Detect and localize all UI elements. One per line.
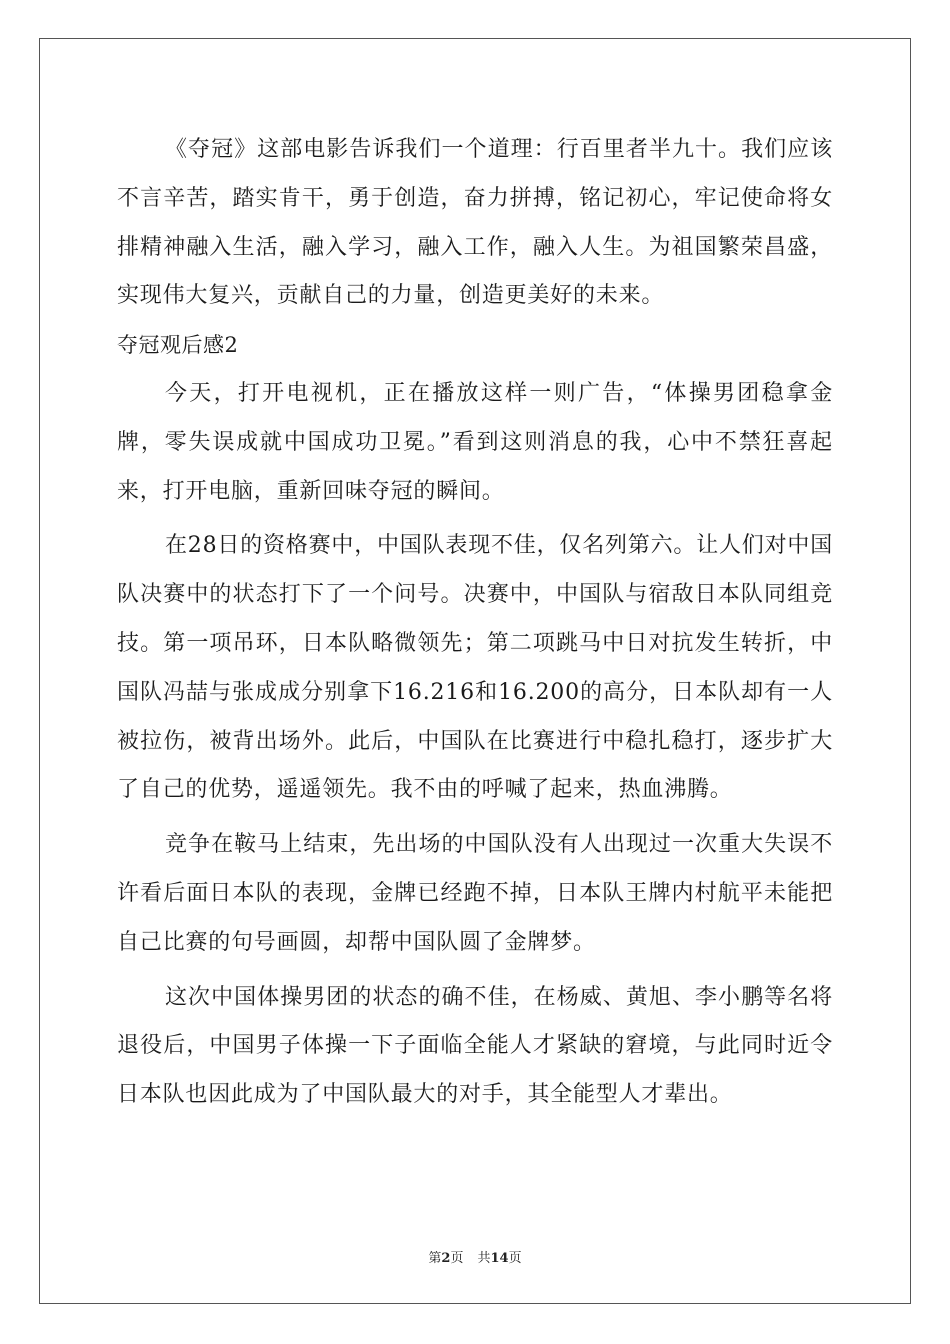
total-page-count: 14	[490, 1251, 509, 1266]
page-footer	[0, 1247, 950, 1266]
total-suffix: 页	[508, 1251, 522, 1266]
paragraph: 竞争在鞍马上结束，先出场的中国队没有人出现过一次重大失误不许看后面日本队的表现，金牌已经跑不掉，日本队王牌内村航平未能把自己比赛的句号画圆，却帮中国队圆了金牌梦。	[117, 832, 833, 955]
paragraph: 《夺冠》这部电影告诉我们一个道理：行百里者半九十。我们应该不言辛苦，踏实肯干，勇于创造，奋力拼搏，铭记初心，牢记使命将女排精神融入生活，融入学习，融入工作，融入人生。为祖国繁荣昌盛，实现伟大复兴，贡献自己的力量，创造更美好的未来。	[117, 137, 833, 309]
page-prefix: 第	[428, 1251, 442, 1266]
current-page-number: 2	[441, 1251, 451, 1266]
paragraph: 在28日的资格赛中，中国队表现不佳，仅名列第六。让人们对中国队决赛中的状态打下了一个问号。决赛中，中国队与宿敌日本队同组竞技。第一项吊环，日本队略微领先；第二项跳马中日对抗发生转折，中国队冯喆与张成成分别拿下16.216和16.200的高分，日本队却有一人被拉伤，被背出场外。此后，中国队在比赛进行中稳扎稳打，逐步扩大了自己的优势，遥遥领先。我不由的呼喊了起来，热血沸腾。	[117, 533, 833, 803]
paragraph: 这次中国体操男团的状态的确不佳，在杨威、黄旭、李小鹏等名将退役后，中国男子体操一下子面临全能人才紧缺的窘境，与此同时近令日本队也因此成为了中国队最大的对手，其全能型人才辈出。	[117, 984, 833, 1108]
section-heading: 夺冠观后感2	[117, 333, 239, 358]
paragraph: 今天，打开电视机，正在播放这样一则广告，“体操男团稳拿金牌，零失误成就中国成功卫冕。”看到这则消息的我，心中不禁狂喜起来，打开电脑，重新回味夺冠的瞬间。	[117, 380, 833, 504]
document-body	[117, 126, 833, 1120]
total-prefix: 共	[477, 1251, 491, 1266]
page-suffix: 页	[450, 1251, 464, 1266]
